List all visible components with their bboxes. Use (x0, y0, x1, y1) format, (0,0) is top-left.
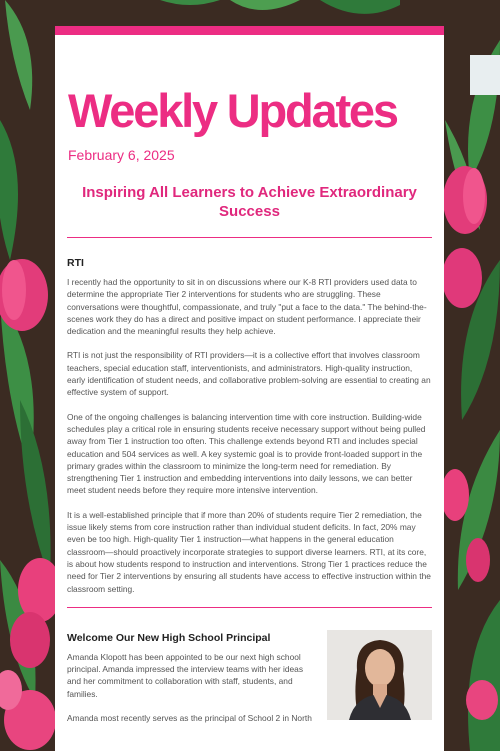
newsletter-title: Weekly Updates (68, 84, 397, 137)
welcome-paragraph: Amanda most recently serves as the principal of School 2 in North (67, 713, 312, 724)
welcome-heading: Welcome Our New High School Principal (67, 631, 271, 644)
rti-heading: RTI (67, 257, 84, 269)
newsletter-card (55, 26, 444, 751)
principal-photo (327, 630, 432, 720)
rti-section (55, 257, 444, 595)
welcome-text (67, 608, 315, 736)
rti-paragraph: RTI is not just the responsibility of RTI providers—it is a collective effort that involves classroom teachers, special education staff, interventionists, and administrators. High-quality instruction, early identification of student needs, and collaborative problem-solving are essential to creating an effective system of support. (67, 350, 431, 398)
rti-paragraph: One of the ongoing challenges is balancing intervention time with core instruction. Building-wide schedules play a critical role in ensuring students receive necessary support without being pulled away from Tier 1 instruction too often. This challenge extends beyond RTI and includes special education and 504 services as well. A key systemic goal is to provide front-loaded support in the primary grades within the classroom to minimize the long-term need for remediation. By strengthening Tier 1 instruction and embedding interventions into daily lessons, we can better meet student needs before they require more intensive intervention. (67, 411, 426, 496)
welcome-section (55, 608, 444, 736)
rti-paragraph: It is a well-established principle that if more than 20% of students require Tier 2 remediation, the issue likely stems from core instruction rather than individual student deficits. In fact, 20% may even be too high. High-quality Tier 1 instruction—what happens in the general education classroom—should proactively incorporate strategies to support diverse learners. RTI, at its core, is about how students respond to instruction and interventions. Strong Tier 1 practices reduce the need for Tier 2 interventions by ensuring all students have access to effective instruction within the classroom setting. (67, 509, 431, 594)
newsletter-date: February 6, 2025 (68, 147, 175, 163)
rti-paragraph: I recently had the opportunity to sit in on discussions where our K-8 RTI providers used data to determine the appropriate Tier 2 interventions for students who are struggling. These conversations were thoughtful, compassionate, and truly "put a face to the data." The behind-the-scenes work they do has a direct and positive impact on student performance. I appreciate their dedication and the meaningful results they help achieve. (67, 277, 427, 337)
section-divider (67, 237, 432, 238)
newsletter-tagline: Inspiring All Learners to Achieve Extraordinary Success (82, 184, 417, 220)
accent-bar (55, 26, 444, 35)
welcome-paragraph: Amanda Klopott has been appointed to be our next high school principal. Amanda impressed the interview teams with her ideas and her commitment to collaboration with staff, students, and families. (67, 651, 304, 699)
